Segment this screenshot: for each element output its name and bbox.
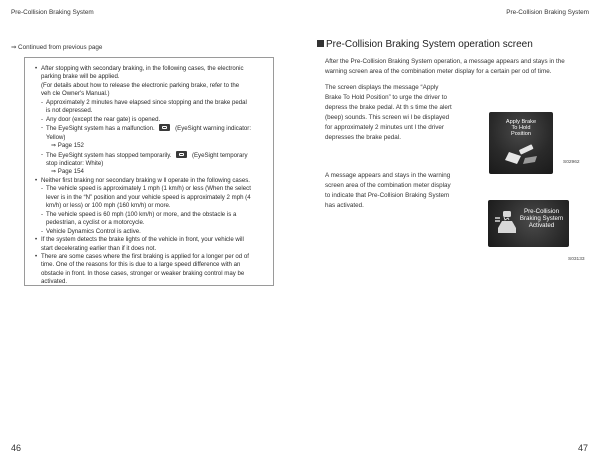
notes-content — [35, 65, 265, 287]
dash-malfunction: - The EyeSight system has a malfunction. (EyeSight warning indicator: Yellow) — [35, 124, 265, 142]
activated-message: Pre-Collision Braking System Activated — [519, 208, 564, 229]
notes-box — [24, 57, 274, 286]
bullet-parking-brake: • After stopping with secondary braking, in the following cases, the electronic parking brake will be applied. (For details about how to release the electronic parking brake, refer to the veh cle Owner's Manual.) — [35, 65, 265, 99]
page-ref-154: ⇒ Page 154 — [51, 168, 84, 176]
page-number-right: 47 — [577, 443, 588, 453]
square-bullet-icon — [317, 40, 324, 47]
section-title: Pre-Collision Braking System operation screen — [317, 39, 533, 50]
page-ref-152: ⇒ Page 152 — [51, 142, 84, 150]
intro-paragraph: After the Pre-Collision Braking System operation, a message appears and stays in the warning screen area of the combination meter display for a certain per od of time. — [325, 58, 565, 75]
header-left: Pre-Collision Braking System — [11, 9, 94, 16]
apply-brake-paragraph: The screen displays the message “Apply Brake To Hold Position” to urge the driver to depress the brake pedal. At th s time the alert (beep) sounds. This screen wi l be displayed for approximately 2 minutes unt l the driver depresses the brake pedal. — [325, 84, 452, 141]
bullet-brake-lights: • If the system detects the brake lights of the vehicle in front, your vehicle will start decelerating earlier than if it does not. — [35, 236, 265, 253]
brake-pedal-icon — [489, 112, 553, 174]
apply-brake-message: Apply Brake To Hold Position — [505, 119, 537, 138]
page-number-left: 46 — [11, 443, 22, 453]
dash-two-minutes: - Approximately 2 minutes have elapsed since stopping and the brake pedal is not depressed. — [35, 99, 265, 116]
apply-brake-screen — [489, 112, 553, 174]
figure-code-2: S03133 — [568, 257, 585, 262]
bullet-neither-braking: • Neither first braking nor secondary braking w ll operate in the following cases. — [35, 177, 265, 185]
eyesight-warning-icon — [159, 124, 170, 131]
dash-vehicle-speed-high: - The vehicle speed is 60 mph (100 km/h) or more, and the obstacle is a pedestrian, a cyclist or a motorcycle. — [35, 211, 265, 228]
dash-stopped-temporarily: - The EyeSight system has stopped temporarily. (EyeSight temporary stop indicator: White) — [35, 151, 265, 169]
dash-door-opened: - Any door (except the rear gate) is opened. — [35, 116, 265, 124]
bullet-longer-braking: • There are some cases where the first braking is applied for a longer per od of time. One of the reasons for this is due to a large speed difference with an obstacle in front. In those cases, stronger or weaker braking control may be activated. — [35, 253, 265, 287]
eyesight-temp-stop-icon — [176, 151, 187, 158]
continued-note: ⇒ Continued from previous page — [11, 44, 103, 51]
figure-code-1: S02962 — [563, 160, 580, 165]
dash-vehicle-speed-low: - The vehicle speed is approximately 1 mph (1 km/h) or less (When the select lever is in the “N” position and your vehicle speed is approximately 2 mph (4 km/h) or less) or 100 mph (160 km/h) or more. — [35, 185, 265, 210]
header-right: Pre-Collision Braking System — [506, 9, 589, 16]
activated-screen — [488, 200, 569, 247]
activated-paragraph: A message appears and stays in the warning screen area of the combination meter display to indicate that Pre-Collision Braking System has activated. — [325, 172, 451, 209]
dash-vdc-active: - Vehicle Dynamics Control is active. — [35, 228, 265, 236]
